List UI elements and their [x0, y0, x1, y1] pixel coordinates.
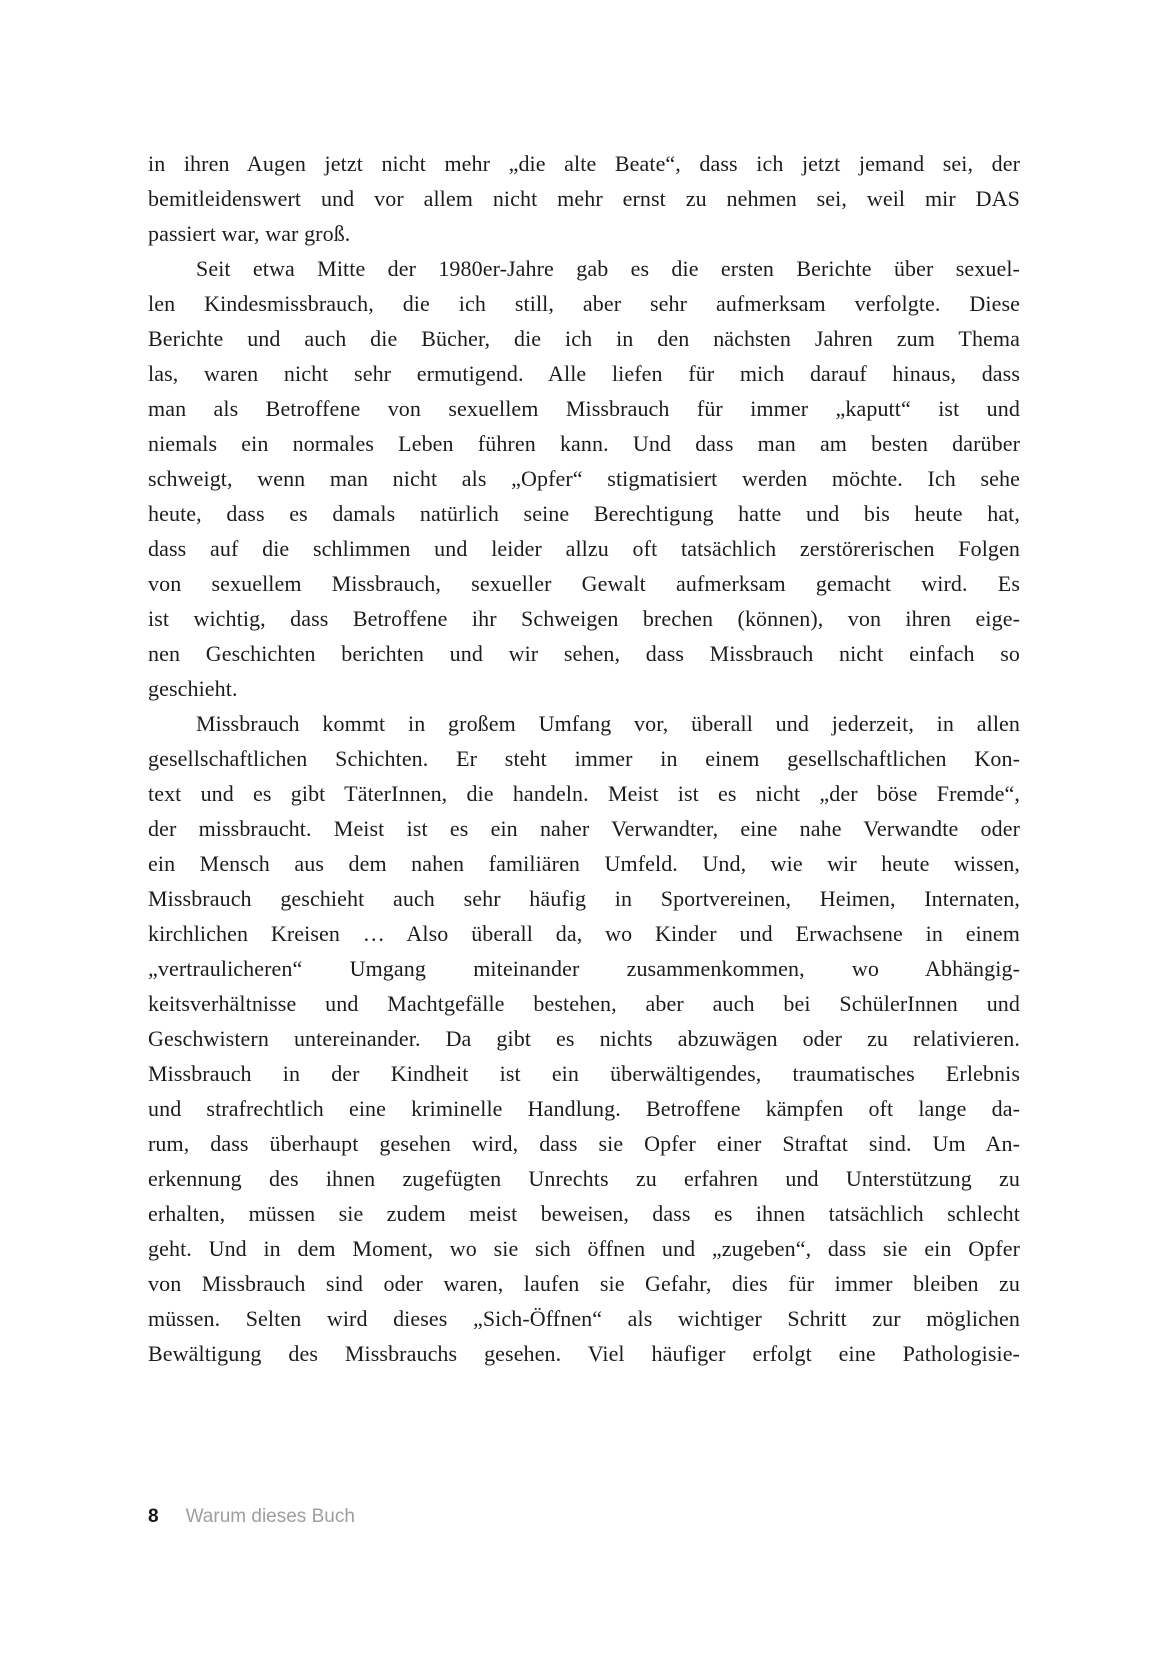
- text-line: dass auf die schlimmen und leider allzu oft tatsächlich zerstörerischen Folgen: [148, 536, 1020, 561]
- text-line: Bewältigung des Missbrauchs gesehen. Viel häufiger erfolgt eine Pathologisie-: [148, 1341, 1020, 1366]
- text-line: text und es gibt TäterInnen, die handeln. Meist ist es nicht „der böse Fremde“,: [148, 781, 1020, 806]
- body-text: [148, 146, 1020, 1371]
- text-line: ist wichtig, dass Betroffene ihr Schweigen brechen (können), von ihren eige-: [148, 606, 1020, 631]
- page-number: 8: [148, 1506, 159, 1527]
- text-line: der missbraucht. Meist ist es ein naher Verwandter, eine nahe Verwandte oder: [148, 816, 1020, 841]
- paragraph: [148, 146, 1020, 251]
- text-line: geschieht.: [148, 676, 238, 701]
- text-line: Missbrauch in der Kindheit ist ein überwältigendes, traumatisches Erlebnis: [148, 1061, 1020, 1086]
- text-line: erhalten, müssen sie zudem meist beweisen, dass es ihnen tatsächlich schlecht: [148, 1201, 1020, 1226]
- text-line: Geschwistern untereinander. Da gibt es nichts abzuwägen oder zu relativieren.: [148, 1026, 1020, 1051]
- text-line: von Missbrauch sind oder waren, laufen sie Gefahr, dies für immer bleiben zu: [148, 1271, 1020, 1296]
- text-line: „vertraulicheren“ Umgang miteinander zusammenkommen, wo Abhängig-: [148, 956, 1020, 981]
- running-title: Warum dieses Buch: [185, 1506, 355, 1527]
- text-line: ein Mensch aus dem nahen familiären Umfeld. Und, wie wir heute wissen,: [148, 851, 1020, 876]
- paragraph: [148, 706, 1020, 1371]
- text-line: rum, dass überhaupt gesehen wird, dass sie Opfer einer Straftat sind. Um An-: [148, 1131, 1020, 1156]
- page-footer: [148, 1504, 355, 1530]
- text-line: man als Betroffene von sexuellem Missbrauch für immer „kaputt“ ist und: [148, 396, 1020, 421]
- text-line: schweigt, wenn man nicht als „Opfer“ stigmatisiert werden möchte. Ich sehe: [148, 466, 1020, 491]
- text-line: Missbrauch geschieht auch sehr häufig in Sportvereinen, Heimen, Internaten,: [148, 886, 1020, 911]
- text-line: nen Geschichten berichten und wir sehen, dass Missbrauch nicht einfach so: [148, 641, 1020, 666]
- text-line: las, waren nicht sehr ermutigend. Alle liefen für mich darauf hinaus, dass: [148, 361, 1020, 386]
- text-line: Berichte und auch die Bücher, die ich in den nächsten Jahren zum Thema: [148, 326, 1020, 351]
- text-line: passiert war, war groß.: [148, 221, 351, 246]
- text-line: Seit etwa Mitte der 1980er-Jahre gab es die ersten Berichte über sexuel-: [196, 256, 1020, 281]
- text-line: in ihren Augen jetzt nicht mehr „die alte Beate“, dass ich jetzt jemand sei, der: [148, 151, 1020, 176]
- text-line: geht. Und in dem Moment, wo sie sich öffnen und „zugeben“, dass sie ein Opfer: [148, 1236, 1020, 1261]
- text-line: keitsverhältnisse und Machtgefälle bestehen, aber auch bei SchülerInnen und: [148, 991, 1020, 1016]
- text-line: erkennung des ihnen zugefügten Unrechts zu erfahren und Unterstützung zu: [148, 1166, 1020, 1191]
- text-line: heute, dass es damals natürlich seine Berechtigung hatte und bis heute hat,: [148, 501, 1020, 526]
- text-line: len Kindesmissbrauch, die ich still, aber sehr aufmerksam verfolgte. Diese: [148, 291, 1020, 316]
- text-line: Missbrauch kommt in großem Umfang vor, überall und jederzeit, in allen: [196, 711, 1020, 736]
- text-line: müssen. Selten wird dieses „Sich-Öffnen“ als wichtiger Schritt zur möglichen: [148, 1306, 1020, 1331]
- text-line: niemals ein normales Leben führen kann. Und dass man am besten darüber: [148, 431, 1020, 456]
- text-line: gesellschaftlichen Schichten. Er steht immer in einem gesellschaftlichen Kon-: [148, 746, 1020, 771]
- text-line: von sexuellem Missbrauch, sexueller Gewalt aufmerksam gemacht wird. Es: [148, 571, 1020, 596]
- text-line: bemitleidenswert und vor allem nicht mehr ernst zu nehmen sei, weil mir DAS: [148, 186, 1020, 211]
- text-line: kirchlichen Kreisen … Also überall da, wo Kinder und Erwachsene in einem: [148, 921, 1020, 946]
- paragraph: [148, 251, 1020, 706]
- text-line: und strafrechtlich eine kriminelle Handlung. Betroffene kämpfen oft lange da-: [148, 1096, 1020, 1121]
